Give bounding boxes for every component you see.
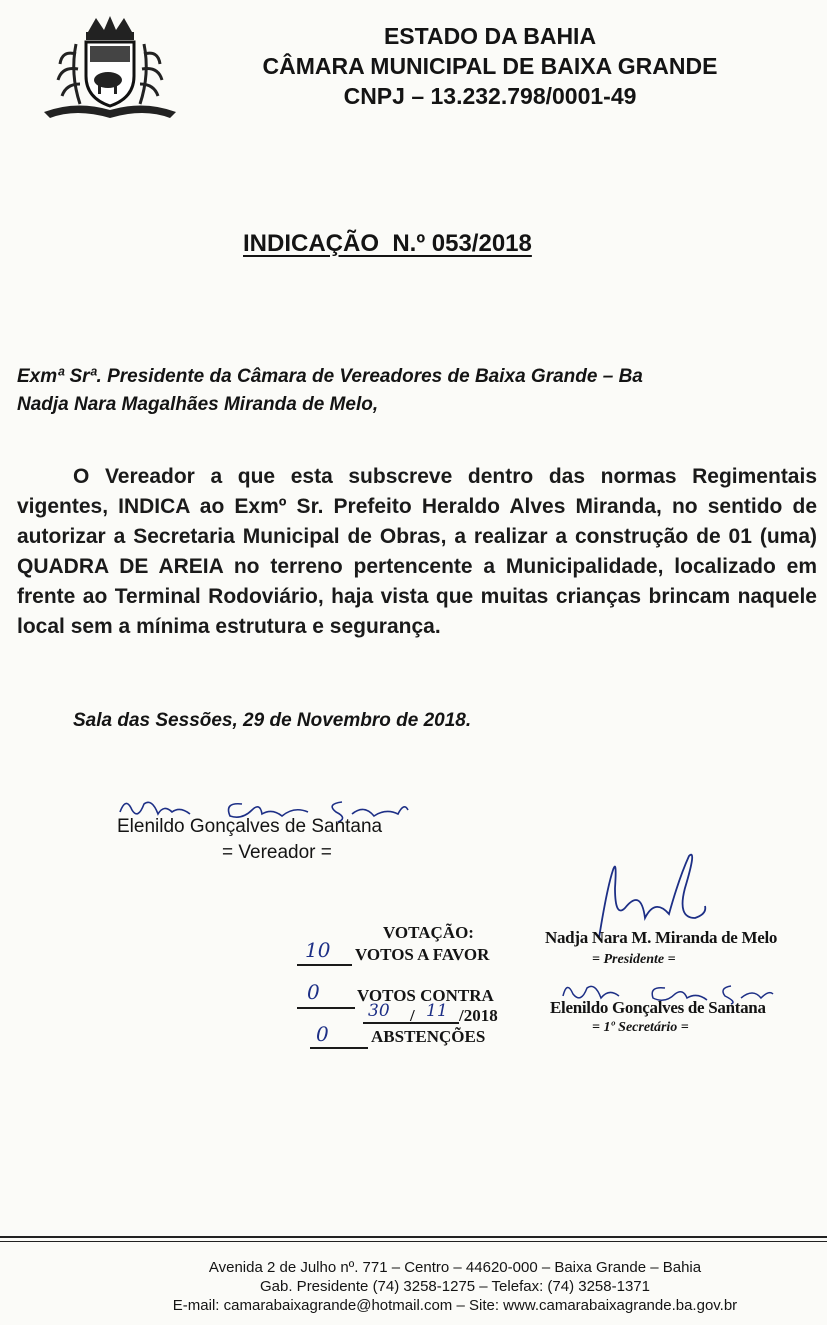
header-cnpj: CNPJ – 13.232.798/0001-49 <box>343 83 637 109</box>
addressee-line: Exmª Srª. Presidente da Câmara de Vereadores de Baixa Grande – Ba <box>17 366 643 387</box>
document-title: INDICAÇÃO N.º 053/2018 <box>243 230 532 257</box>
header-state: ESTADO DA BAHIA <box>383 23 597 49</box>
secretary-role: = 1º Secretário = <box>592 1020 689 1035</box>
footer-phones: Gab. Presidente (74) 3258-1275 – Telefax: (74) 3258-1371 <box>260 1278 650 1295</box>
place-date: Sala das Sessões, 29 de Novembro de 2018. <box>73 710 472 731</box>
president-name: Nadja Nara M. Miranda de Melo <box>545 928 778 947</box>
footer-divider <box>0 1236 827 1238</box>
voting-heading: VOTAÇÃO: <box>383 923 474 942</box>
vereador-name: Elenildo Gonçalves de Santana <box>117 816 383 837</box>
footer-contact: E-mail: camarabaixagrande@hotmail.com – Site: www.camarabaixagrande.ba.gov.br <box>172 1297 738 1314</box>
president-role: = Presidente = <box>592 952 676 967</box>
vote-date-underline <box>363 1004 459 1024</box>
favor-label: VOTOS A FAVOR <box>355 945 490 964</box>
header-chamber: CÂMARA MUNICIPAL DE BAIXA GRANDE <box>262 53 718 79</box>
addressee-name: Nadja Nara Magalhães Miranda de Melo, <box>17 394 379 415</box>
abst-value: 0 <box>316 1022 329 1046</box>
vote-date-day: 30 <box>368 1001 390 1021</box>
vote-date-month: 11 <box>426 1001 448 1021</box>
footer-address: Avenida 2 de Julho nº. 771 – Centro – 44620-000 – Baixa Grande – Bahia <box>208 1259 702 1276</box>
vote-date-sep: / <box>410 1006 415 1025</box>
contra-blank <box>297 985 355 1009</box>
vote-date-year: /2018 <box>459 1006 498 1025</box>
coat-of-arms-icon <box>40 14 180 124</box>
footer-divider-thin <box>0 1241 827 1242</box>
abst-label: ABSTENÇÕES <box>371 1027 486 1046</box>
body-text: O Vereador a que esta subscreve dentro das normas Regimentais vigentes, INDICA ao Exmº Sr. Prefeito Heraldo Alves Miranda, no sentido de autorizar a Secretaria Municipal de Obras, a realizar a construção de 01 (uma) QUADRA DE AREIA no terreno pertencente a Municipalidade, localizado em frente ao Terminal Rodoviário, haja vista que muitas crianças brincam naquele local sem a mínima estrutura e segurança. <box>17 465 817 638</box>
body-paragraph <box>17 462 817 642</box>
favor-value: 10 <box>305 938 331 962</box>
secretary-name: Elenildo Gonçalves de Santana <box>550 998 766 1017</box>
contra-label: VOTOS CONTRA <box>357 986 494 1005</box>
contra-value: 0 <box>307 980 320 1004</box>
vereador-role: = Vereador = <box>222 842 332 863</box>
